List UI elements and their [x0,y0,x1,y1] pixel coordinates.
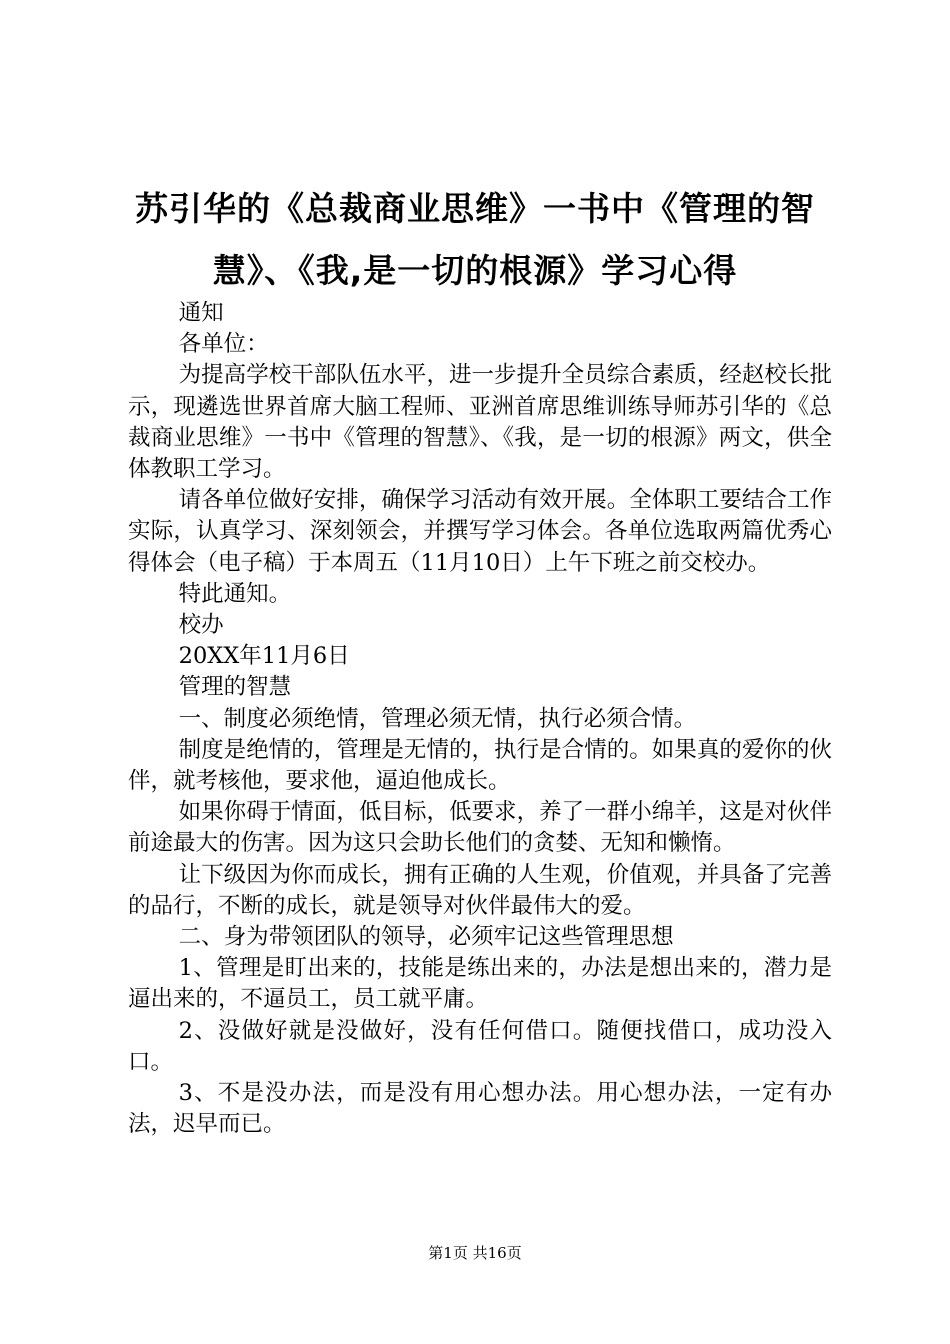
paragraph: 让下级因为你而成长，拥有正确的人生观，价值观，并具备了完善的品行，不断的成长，就是领导对伙伴最伟大的爱。 [128,861,832,919]
document-title [120,178,830,302]
document-body [128,298,832,1140]
paragraph-salutation: 各单位： [178,331,269,358]
page-footer: 第1页 共16页 [428,1244,522,1262]
paragraph: 2、没做好就是没做好，没有任何借口。随便找借口，成功没入口。 [128,1017,832,1075]
paragraph-notice-heading: 通知 [178,300,224,326]
paragraph: 如果你碍于情面，低目标，低要求，养了一群小绵羊，这是对伙伴前途最大的伤害。因为这只会助长他们的贪婪、无知和懒惰。 [128,799,832,857]
paragraph: 二、身为带领团队的领导，必须牢记这些管理思想 [178,924,674,951]
title-line-2: 慧》、《我,是一切的根源》学习心得 [212,251,738,290]
title-line-1: 苏引华的《总裁商业思维》一书中《管理的智 [135,189,815,228]
paragraph: 制度是绝情的，管理是无情的，执行是合情的。如果真的爱你的伙伴，就考核他，要求他，逼迫他成长。 [128,736,832,795]
paragraph-signature: 校办 [178,612,224,639]
paragraph: 特此通知。 [178,580,292,607]
paragraph: 为提高学校干部队伍水平，进一步提升全员综合素质，经赵校长批示，现遴选世界首席大脑工程师、亚洲首席思维训练导师苏引华的《总裁商业思维》一书中《管理的智慧》、《我，是一切的根源》两文，供全体教职工学习。 [128,362,832,483]
paragraph: 3、不是没办法，而是没有用心想办法。用心想办法，一定有办法，迟早而已。 [128,1080,832,1138]
paragraph: 请各单位做好安排，确保学习活动有效开展。全体职工要结合工作实际，认真学习、深刻领会，并撰写学习体会。各单位选取两篇优秀心得体会（电子稿）于本周五（11月10日）上午下班之前交校办。 [128,487,832,576]
paragraph: 1、管理是盯出来的，技能是练出来的，办法是想出来的，潜力是逼出来的，不逼员工，员工就平庸。 [128,955,832,1013]
paragraph-date: 20XX年11月6日 [178,643,350,670]
paragraph: 一、制度必须绝情，管理必须无情，执行必须合情。 [178,705,697,732]
section-heading: 管理的智慧 [178,674,292,701]
